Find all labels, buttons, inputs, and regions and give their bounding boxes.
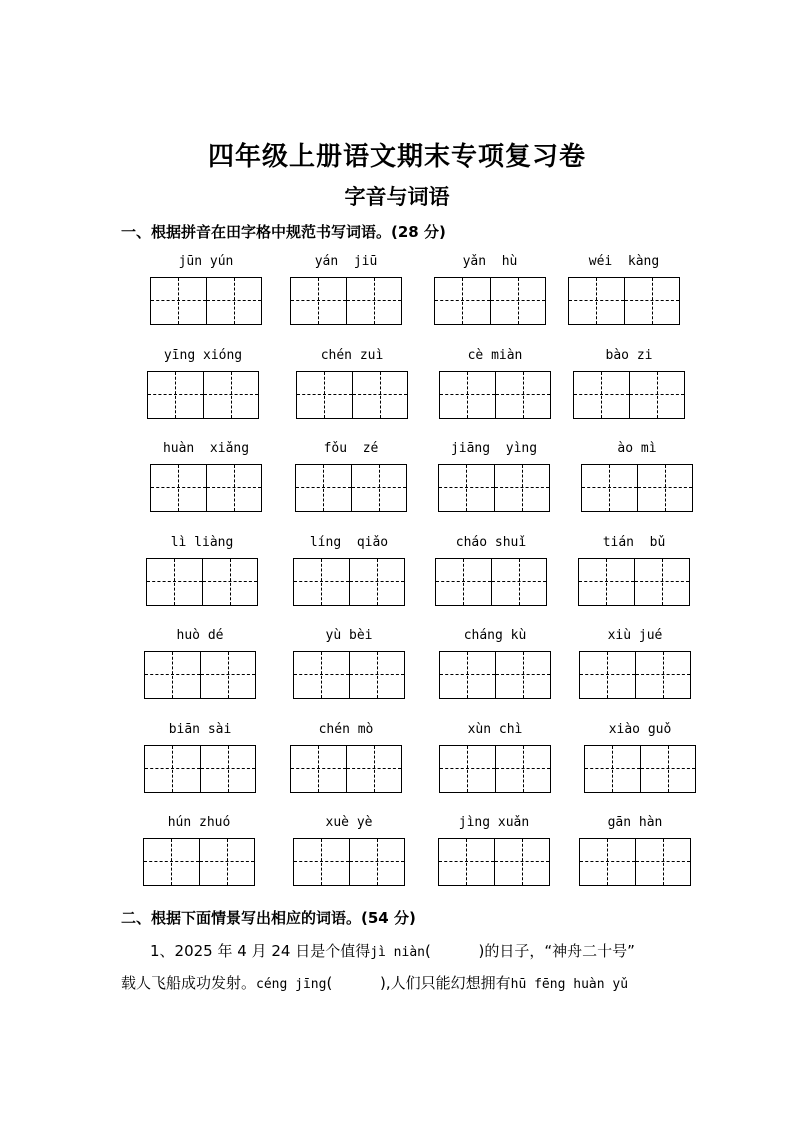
tianzige-box[interactable]: [581, 464, 693, 512]
pinyin-label: huàn xiǎng: [162, 441, 250, 456]
tianzige-cell[interactable]: [490, 278, 545, 324]
tianzige-cell[interactable]: [206, 278, 261, 324]
tianzige-box[interactable]: [573, 371, 685, 419]
tianzige-cell[interactable]: [435, 278, 490, 324]
pinyin-label: jiāng yìng: [450, 441, 538, 456]
tianzige-box[interactable]: [439, 745, 551, 793]
tianzige-cell[interactable]: [294, 559, 349, 605]
pinyin-label: jìng xuǎn: [458, 815, 530, 830]
pinyin-label: yán jiū: [314, 254, 378, 269]
tianzige-cell[interactable]: [582, 465, 637, 511]
tianzige-cell[interactable]: [495, 372, 550, 418]
tianzige-cell[interactable]: [569, 278, 624, 324]
tianzige-box[interactable]: [290, 277, 402, 325]
tianzige-box[interactable]: [439, 371, 551, 419]
pinyin-label: huò dé: [176, 628, 224, 643]
tianzige-cell[interactable]: [440, 652, 495, 698]
tianzige-cell[interactable]: [436, 559, 491, 605]
tianzige-box[interactable]: [295, 464, 407, 512]
tianzige-cell[interactable]: [580, 839, 635, 885]
tianzige-box[interactable]: [150, 277, 262, 325]
tianzige-box[interactable]: [144, 745, 256, 793]
pinyin-label: yǎn hù: [462, 254, 518, 269]
section-1-heading: 一、根据拼音在田字格中规范书写词语。(28 分): [121, 223, 446, 241]
tianzige-cell[interactable]: [439, 465, 494, 511]
tianzige-cell[interactable]: [629, 372, 684, 418]
tianzige-box[interactable]: [293, 651, 405, 699]
q1-pinyin-1: jì niàn: [370, 945, 425, 960]
tianzige-box[interactable]: [439, 651, 551, 699]
tianzige-cell[interactable]: [151, 465, 206, 511]
tianzige-cell[interactable]: [440, 746, 495, 792]
tianzige-cell[interactable]: [439, 839, 494, 885]
tianzige-box[interactable]: [568, 277, 680, 325]
tianzige-cell[interactable]: [203, 372, 258, 418]
tianzige-cell[interactable]: [635, 652, 690, 698]
tianzige-box[interactable]: [146, 558, 258, 606]
page-subtitle: 字音与词语: [344, 185, 450, 209]
tianzige-box[interactable]: [296, 371, 408, 419]
page-title: 四年级上册语文期末专项复习卷: [207, 142, 586, 172]
tianzige-cell[interactable]: [294, 839, 349, 885]
tianzige-cell[interactable]: [635, 839, 690, 885]
tianzige-cell[interactable]: [351, 465, 406, 511]
tianzige-box[interactable]: [438, 464, 550, 512]
tianzige-cell[interactable]: [640, 746, 695, 792]
tianzige-box[interactable]: [579, 651, 691, 699]
pinyin-label: hún zhuó: [167, 815, 231, 830]
tianzige-box[interactable]: [150, 464, 262, 512]
q1-pinyin-3: hū fēng huàn yǔ: [510, 977, 629, 992]
tianzige-cell[interactable]: [346, 746, 401, 792]
tianzige-cell[interactable]: [145, 746, 200, 792]
tianzige-cell[interactable]: [494, 839, 549, 885]
tianzige-box[interactable]: [293, 558, 405, 606]
pinyin-label: yù bèi: [325, 628, 373, 643]
tianzige-cell[interactable]: [297, 372, 352, 418]
tianzige-cell[interactable]: [494, 465, 549, 511]
q1-line-2-text: 载人飞船成功发射。: [121, 974, 257, 992]
tianzige-box[interactable]: [584, 745, 696, 793]
q1-prefix: 1、2025 年 4 月 24 日是个值得: [150, 942, 371, 960]
tianzige-cell[interactable]: [148, 372, 203, 418]
tianzige-cell[interactable]: [624, 278, 679, 324]
pinyin-label: tián bǔ: [602, 535, 666, 550]
tianzige-cell[interactable]: [495, 652, 550, 698]
tianzige-cell[interactable]: [349, 559, 404, 605]
tianzige-cell[interactable]: [206, 465, 261, 511]
tianzige-cell[interactable]: [349, 839, 404, 885]
pinyin-label: ào mì: [617, 441, 657, 456]
pinyin-label: chén mò: [318, 722, 374, 737]
tianzige-cell[interactable]: [151, 278, 206, 324]
tianzige-box[interactable]: [579, 838, 691, 886]
tianzige-cell[interactable]: [349, 652, 404, 698]
pinyin-label: chén zuì: [320, 348, 384, 363]
tianzige-box[interactable]: [578, 558, 690, 606]
tianzige-box[interactable]: [147, 371, 259, 419]
tianzige-cell[interactable]: [579, 559, 634, 605]
tianzige-cell[interactable]: [199, 839, 254, 885]
tianzige-cell[interactable]: [200, 746, 255, 792]
tianzige-cell[interactable]: [144, 839, 199, 885]
tianzige-cell[interactable]: [200, 652, 255, 698]
tianzige-cell[interactable]: [346, 278, 401, 324]
tianzige-cell[interactable]: [574, 372, 629, 418]
tianzige-cell[interactable]: [634, 559, 689, 605]
tianzige-cell[interactable]: [291, 746, 346, 792]
pinyin-label: yīng xióng: [163, 348, 243, 363]
section-2-heading: 二、根据下面情景写出相应的词语。(54 分): [121, 909, 416, 927]
tianzige-cell[interactable]: [491, 559, 546, 605]
tianzige-box[interactable]: [144, 651, 256, 699]
pinyin-label: líng qiǎo: [309, 535, 389, 550]
tianzige-cell[interactable]: [291, 278, 346, 324]
tianzige-box[interactable]: [290, 745, 402, 793]
pinyin-label: jūn yún: [178, 254, 234, 269]
tianzige-box[interactable]: [435, 558, 547, 606]
pinyin-label: cè miàn: [467, 348, 523, 363]
pinyin-label: cháo shuǐ: [455, 535, 527, 550]
q1-pinyin-2: céng jīng: [256, 977, 327, 992]
tianzige-cell[interactable]: [294, 652, 349, 698]
pinyin-label: gān hàn: [607, 815, 663, 830]
tianzige-cell[interactable]: [296, 465, 351, 511]
tianzige-cell[interactable]: [352, 372, 407, 418]
pinyin-label: xùn chì: [467, 722, 523, 737]
q1-blank-2[interactable]: ( ),人们只能幻想拥有: [326, 974, 511, 992]
pinyin-label: cháng kù: [463, 628, 527, 643]
tianzige-cell[interactable]: [585, 746, 640, 792]
pinyin-label: xiào guǒ: [608, 722, 672, 737]
tianzige-box[interactable]: [434, 277, 546, 325]
tianzige-cell[interactable]: [202, 559, 257, 605]
tianzige-cell[interactable]: [495, 746, 550, 792]
tianzige-cell[interactable]: [637, 465, 692, 511]
tianzige-cell[interactable]: [440, 372, 495, 418]
pinyin-label: xiù jué: [607, 628, 663, 643]
q1-blank-1[interactable]: ( )的日子，“神舟二十号”: [425, 942, 635, 960]
tianzige-cell[interactable]: [147, 559, 202, 605]
pinyin-label: wéi kàng: [588, 254, 660, 269]
pinyin-label: bào zi: [605, 348, 653, 363]
tianzige-cell[interactable]: [580, 652, 635, 698]
question-1-line-2: [121, 972, 628, 993]
tianzige-cell[interactable]: [145, 652, 200, 698]
pinyin-label: xuè yè: [325, 815, 373, 830]
pinyin-label: fǒu zé: [323, 441, 379, 456]
tianzige-box[interactable]: [438, 838, 550, 886]
tianzige-box[interactable]: [143, 838, 255, 886]
pinyin-label: lì liàng: [170, 535, 234, 550]
pinyin-label: biān sài: [168, 722, 232, 737]
tianzige-box[interactable]: [293, 838, 405, 886]
question-1-line-1: [150, 940, 635, 961]
